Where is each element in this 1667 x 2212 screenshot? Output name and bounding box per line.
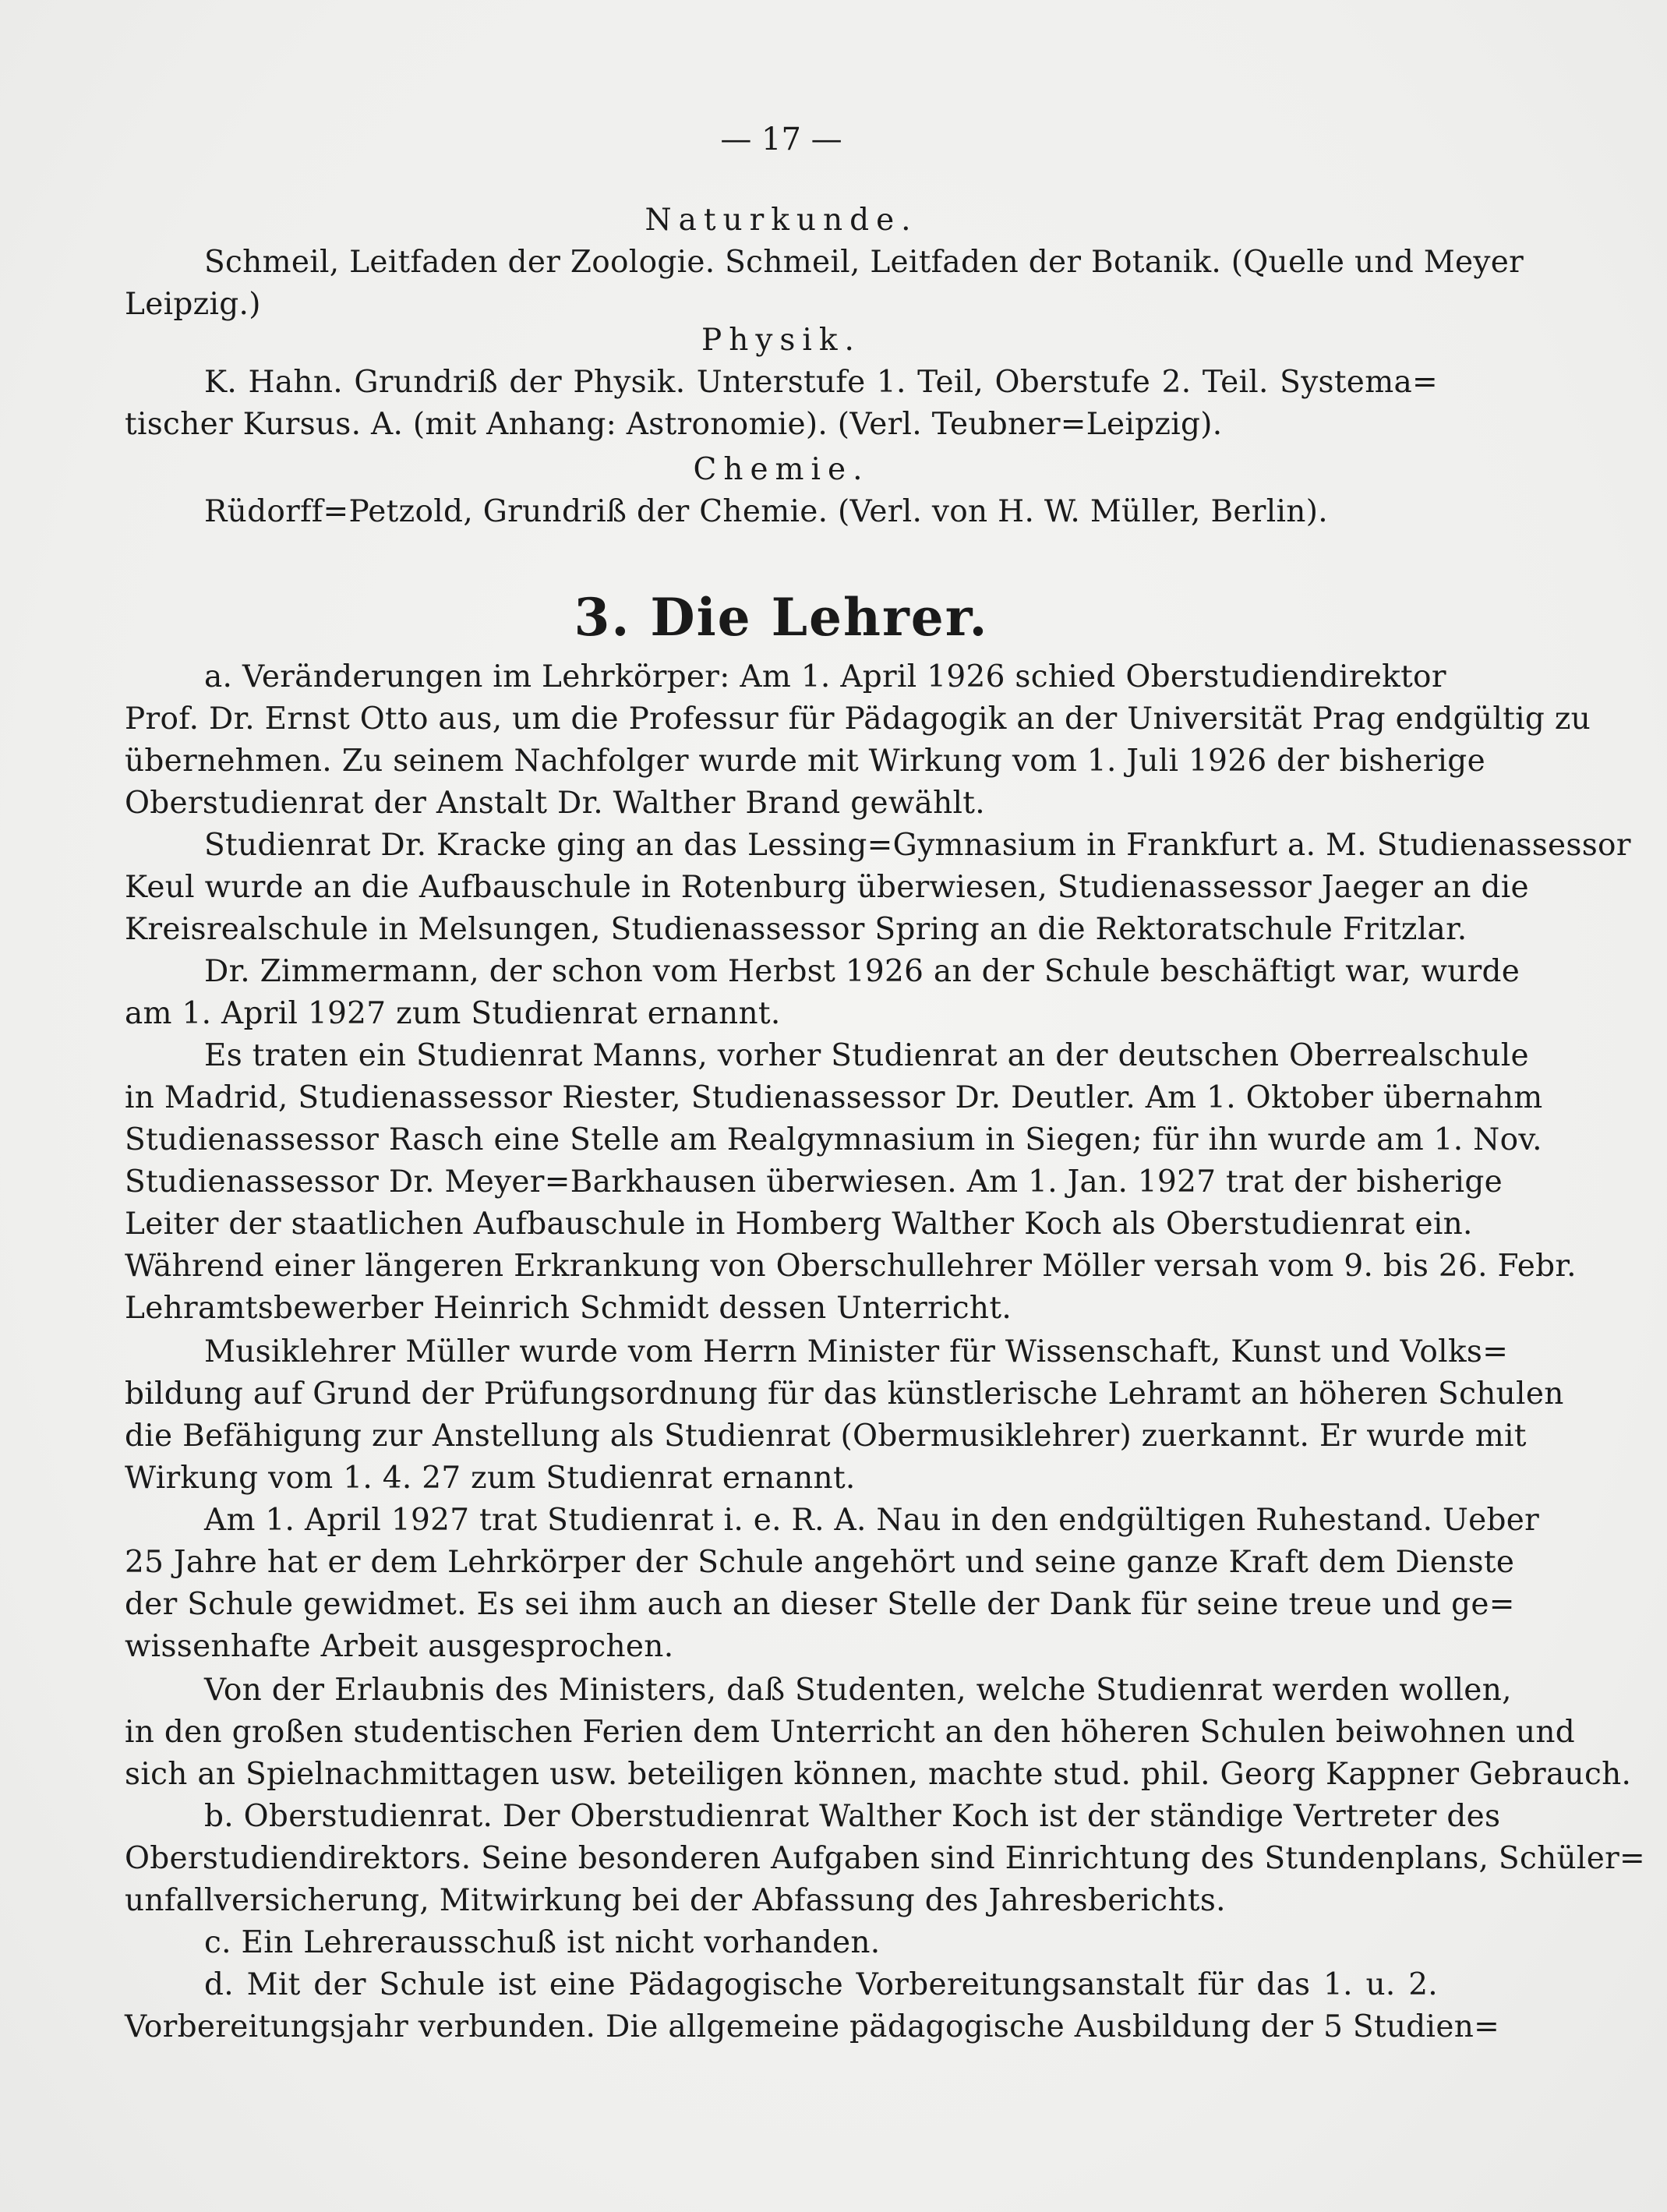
section-title-physik: Physik. [701,323,861,358]
paragraph-line: Vorbereitungsjahr verbunden. Die allgemeine pädagogische Ausbildung der 5 Studien= [125,2009,1500,2044]
paragraph-line: Studienassessor Rasch eine Stelle am Realgymnasium in Siegen; für ihn wurde am 1. Nov. [125,1122,1542,1157]
paragraph-line: Kreisrealschule in Melsungen, Studienassessor Spring an die Rektoratschule Fritzlar. [125,912,1467,947]
paragraph-line: in Madrid, Studienassessor Riester, Studienassessor Dr. Deutler. Am 1. Oktober übernahm [125,1080,1543,1115]
section-title-chemie: Chemie. [693,452,870,487]
paragraph-line: Lehramtsbewerber Heinrich Schmidt dessen Unterricht. [125,1291,1012,1326]
paragraph-line: bildung auf Grund der Prüfungsordnung für das künstlerische Lehramt an höheren Schulen [125,1376,1564,1412]
text-line: Leipzig.) [125,287,261,322]
paragraph-line: Musiklehrer Müller wurde vom Herrn Minister für Wissenschaft, Kunst und Volks= [204,1334,1509,1369]
paragraph-line: Oberstudienrat der Anstalt Dr. Walther Brand gewählt. [125,786,985,821]
chapter-heading: 3. Die Lehrer. [574,587,989,648]
paragraph-line: Studienrat Dr. Kracke ging an das Lessing=Gymnasium in Frankfurt a. M. Studienassessor [204,828,1631,863]
paragraph-line: in den großen studentischen Ferien dem Unterricht an den höheren Schulen beiwohnen und [125,1715,1576,1750]
paragraph-line: a. Veränderungen im Lehrkörper: Am 1. April 1926 schied Oberstudiendirektor [204,659,1446,694]
paragraph-line: übernehmen. Zu seinem Nachfolger wurde mit Wirkung vom 1. Juli 1926 der bisherige [125,744,1485,779]
paragraph-line: b. Oberstudienrat. Der Oberstudienrat Walther Koch ist der ständige Vertreter des [204,1799,1501,1834]
paragraph-line: Prof. Dr. Ernst Otto aus, um die Professur für Pädagogik an der Universität Prag endgültig zu [125,701,1591,737]
paragraph-line: Am 1. April 1927 trat Studienrat i. e. R. A. Nau in den endgültigen Ruhestand. Ueber [204,1503,1540,1538]
paragraph-line: Von der Erlaubnis des Ministers, daß Studenten, welche Studienrat werden wollen, [204,1673,1512,1708]
paragraph-line: Keul wurde an die Aufbauschule in Rotenburg überwiesen, Studienassessor Jaeger an die [125,870,1529,905]
paragraph-line: Während einer längeren Erkrankung von Oberschullehrer Möller versah vom 9. bis 26. Febr. [125,1249,1577,1284]
paragraph-line: Es traten ein Studienrat Manns, vorher Studienrat an der deutschen Oberrealschule [204,1038,1529,1073]
paragraph-line: Oberstudiendirektors. Seine besonderen Aufgaben sind Einrichtung des Stundenplans, Schüler= [125,1841,1646,1876]
paragraph-line: Wirkung vom 1. 4. 27 zum Studienrat ernannt. [125,1461,856,1496]
paragraph-line: Studienassessor Dr. Meyer=Barkhausen überwiesen. Am 1. Jan. 1927 trat der bisherige [125,1164,1503,1200]
paragraph-line: Dr. Zimmermann, der schon vom Herbst 1926 an der Schule beschäftigt war, wurde [204,954,1520,989]
text-line: Schmeil, Leitfaden der Zoologie. Schmeil, Leitfaden der Botanik. (Quelle und Meyer [204,245,1524,280]
page-number: — 17 — [720,122,842,157]
section-title-naturkunde: Naturkunde. [645,203,918,238]
paragraph-line: sich an Spielnachmittagen usw. beteiligen können, machte stud. phil. Georg Kappner Gebrauch. [125,1757,1632,1792]
paragraph-line: am 1. April 1927 zum Studienrat ernannt. [125,996,781,1031]
paragraph-line: unfallversicherung, Mitwirkung bei der Abfassung des Jahresberichts. [125,1883,1226,1918]
paragraph-line: Leiter der staatlichen Aufbauschule in Homberg Walther Koch als Oberstudienrat ein. [125,1207,1473,1242]
paragraph-line: der Schule gewidmet. Es sei ihm auch an dieser Stelle der Dank für seine treue und ge= [125,1587,1515,1622]
paragraph-line: 25 Jahre hat er dem Lehrkörper der Schule angehört und seine ganze Kraft dem Dienste [125,1545,1515,1580]
paragraph-line: wissenhafte Arbeit ausgesprochen. [125,1629,674,1664]
text-line: tischer Kursus. A. (mit Anhang: Astronomie). (Verl. Teubner=Leipzig). [125,407,1223,442]
paragraph-line: c. Ein Lehrerausschuß ist nicht vorhanden. [204,1925,881,1960]
text-line: Rüdorff=Petzold, Grundriß der Chemie. (Verl. von H. W. Müller, Berlin). [204,494,1328,529]
text-line: K. Hahn. Grundriß der Physik. Unterstufe 1. Teil, Oberstufe 2. Teil. Systema= [204,365,1438,400]
paragraph-line: die Befähigung zur Anstellung als Studienrat (Obermusiklehrer) zuerkannt. Er wurde mit [125,1419,1527,1454]
paragraph-line: d. Mit der Schule ist eine Pädagogische Vorbereitungsanstalt für das 1. u. 2. [204,1967,1438,2002]
